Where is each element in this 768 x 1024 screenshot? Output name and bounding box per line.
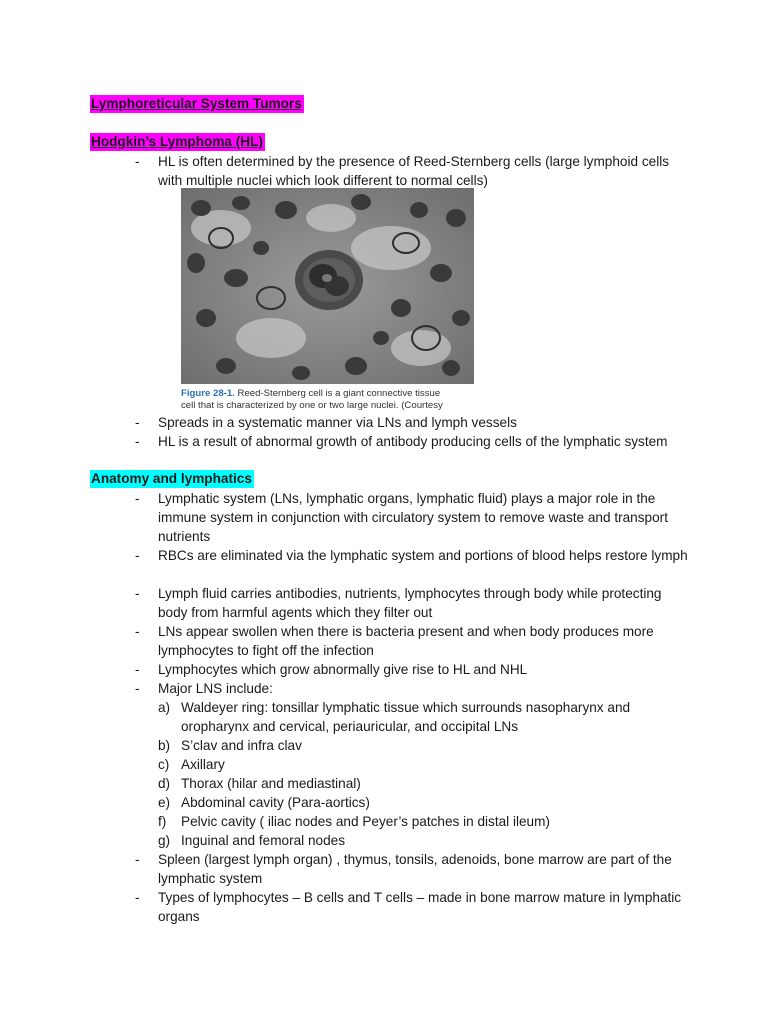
sub-list-letter: d) <box>158 776 171 791</box>
list-item-text: Lymphocytes which grow abnormally give rise to HL and NHL <box>158 662 528 677</box>
sub-list-letter: c) <box>158 757 170 772</box>
list-dash: - <box>135 415 140 430</box>
sub-list-text: Axillary <box>181 757 225 772</box>
list-item-text: LNs appear swollen when there is bacteria present and when body produces more lymphocytes to fight off the infection <box>158 624 654 658</box>
list-dash: - <box>135 434 140 449</box>
figure-label: Figure 28-1. <box>181 388 235 399</box>
list-dash: - <box>135 586 140 601</box>
section-heading-hodgkins: Hodgkin’s Lymphoma (HL) <box>91 134 263 149</box>
sub-list-letter: f) <box>158 814 167 829</box>
list-dash: - <box>135 624 140 639</box>
list-item-text: HL is often determined by the presence of Reed-Sternberg cells (large lymphoid cells with multiple nuclei which look different to normal cells) <box>158 154 670 188</box>
list-item-text: Spreads in a systematic manner via LNs and lymph vessels <box>158 415 517 430</box>
list-item-text: Spleen (largest lymph organ) , thymus, tonsils, adenoids, bone marrow are part of the lymphatic system <box>158 852 672 886</box>
sub-list-letter: g) <box>158 833 171 848</box>
figure-caption-line2: cell that is characterized by one or two large nuclei. (Courtesy <box>181 400 443 411</box>
list-item-text: RBCs are eliminated via the lymphatic system and portions of blood helps restore lymph <box>158 548 688 563</box>
list-dash: - <box>135 852 140 867</box>
document-title: Lymphoreticular System Tumors <box>91 96 302 111</box>
sub-list-letter: a) <box>158 700 171 715</box>
list-item-text: HL is a result of abnormal growth of antibody producing cells of the lymphatic system <box>158 434 668 449</box>
sub-list-text: Pelvic cavity ( iliac nodes and Peyer’s patches in distal ileum) <box>181 814 550 829</box>
section-heading-anatomy: Anatomy and lymphatics <box>91 471 252 486</box>
list-dash: - <box>135 662 140 677</box>
list-dash: - <box>135 681 140 696</box>
sub-list-text: Inguinal and femoral nodes <box>181 833 345 848</box>
list-dash: - <box>135 154 140 169</box>
figure-caption <box>181 388 477 412</box>
list-item-text: Lymphatic system (LNs, lymphatic organs, lymphatic fluid) plays a major role in the immune system in conjunction with circulatory system to remove waste and transport nutrients <box>158 491 668 544</box>
list-item-text: Major LNS include: <box>158 681 273 696</box>
sub-list-text: S’clav and infra clav <box>181 738 302 753</box>
list-dash: - <box>135 491 140 506</box>
list-dash: - <box>135 548 140 563</box>
sub-list-text: Thorax (hilar and mediastinal) <box>181 776 361 791</box>
list-item-text: Lymph fluid carries antibodies, nutrients, lymphocytes through body while protecting body from harmful agents which they filter out <box>158 586 662 620</box>
sub-list-letter: b) <box>158 738 171 753</box>
sub-list-letter: e) <box>158 795 171 810</box>
list-dash: - <box>135 890 140 905</box>
sub-list-text: Abdominal cavity (Para-aortics) <box>181 795 370 810</box>
list-item-text: Types of lymphocytes – B cells and T cells – made in bone marrow mature in lymphatic organs <box>158 890 682 924</box>
sub-list-text: Waldeyer ring: tonsillar lymphatic tissue which surrounds nasopharynx and oropharynx and cervical, periauricular, and occipital LNs <box>181 700 631 734</box>
figure-caption-line1: Reed-Sternberg cell is a giant connective tissue <box>237 388 441 399</box>
reed-sternberg-micrograph <box>181 188 474 384</box>
